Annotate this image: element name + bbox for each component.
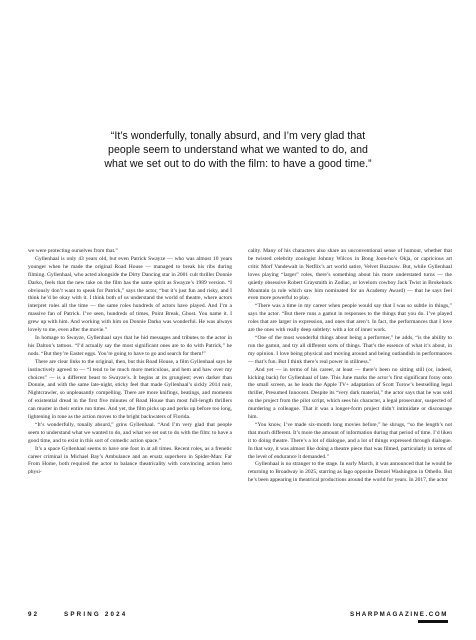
body-paragraph: In homage to Swayze, Gyllenhaal says that he hid messages and tributes to the actor in his Dalton’s tattoos. “I’d actually say the most significant ones are to do with Patrick,” he nods. “But they’re Easter eggs. You’re going to have to go and search for them!” <box>28 334 232 357</box>
body-paragraph: cality. Many of his characters also share an unconventional sense of humour, whether that be twisted celebrity zoologist Johnny Wilcox in Bong Joon-ho’s Okja, or capricious art critic Morf Vandewalt in Netflix’s art world satire, Velvet Buzzsaw. But, while Gyllenhaal loves playing “larger” roles, there’s something about his more understated turns — the quietly obsessive Robert Graysmith in Zodiac, or lovelorn cowboy Jack Twist in Brokeback Mountain (a role which saw him nominated for an Academy Award) — that he says feel even more powerful to play. <box>248 248 452 302</box>
body-paragraph: we were protecting ourselves from that.” <box>28 248 118 254</box>
pull-quote-line: what we set out to do with the film: to have a good time.” <box>104 158 372 170</box>
publisher-badge <box>418 620 448 623</box>
left-text-column <box>28 248 232 477</box>
page-number: 92 <box>28 611 40 618</box>
body-paragraph: Gyllenhaal is no stranger to the stage. In early March, it was announced that he would be returning to Broadway in 2025, starring as Iago opposite Denzel Washington in Othello. But he’s been appearing in theatrical productions around the world for years. In 2017, the actor <box>248 461 452 484</box>
body-paragraph: It’s a space Gyllenhaal seems to have one foot in at all times. Recent roles, as a frenetic career criminal in Michael Bay’s Ambulance and an ersatz superhero in Spider-Man: Far From Home, both required the actor to balance theatricality with convincing action hero physi- <box>28 445 232 476</box>
body-paragraph: “One of the most wonderful things about being a performer,” he adds, “is the ability to run the gamut, and try all different sorts of things. That’s the essence of what it’s about, in my opinion. I love being physical and moving around and being outlandish in performances — that’s fun. But I think there’s real power in stillness.” <box>248 334 452 365</box>
pull-quote-line: people seem to understand what we wanted to do, and <box>108 144 368 156</box>
body-paragraph: “It’s wonderfully, tonally absurd,” grins Gyllenhaal. “And I’m very glad that people seem to understand what we wanted to do, and what we set out to do with the film: to have a good time, and to exist in this sort of comedic action space.” <box>28 421 232 444</box>
body-paragraph: Gyllenhaal is only 43 years old, but even Patrick Swayze — who was almost 10 years younger when he made the original Road House — managed to break his ribs during filming. Gyllenhaal, who acted alongside the Dirty Dancing star in 2001 cult thriller Donnie Darko, feels that the new take on the film has the same spirit as Swayze’s 1989 version. “I obviously don’t want to speak for Patrick,” says the actor, “but it’s just fun and risky, and I think he’d be okay with it. I think both of us understand the world of theatre, where actors interpret roles all the time — the same roles hundreds of actors have played. And I’m a massive fan of Patrick. I’ve seen, hundreds of times, Point Break, Ghost. You name it. I grew up with him. And working with him on Donnie Darko was wonderful. He was always lovely to me, even after the movie.” <box>28 255 232 334</box>
body-paragraph: And yet — in terms of his career, at least — there’s been no sitting still (or, indeed, kicking back) for Gyllenhaal of late. This June marks the actor’s first significant foray onto the small screen, as he leads the Apple TV+ adaptation of Scott Turow’s bestselling legal thriller, Presumed Innocent. Despite its “very dark material,” the actor says that he was sold on the project from the pilot script, which sees his character, a legal prosecutor, suspected of murdering a colleague. That it was a longer-form project didn’t intimidate or discourage him. <box>248 366 452 421</box>
issue-label: SPRING 2024 <box>64 611 128 618</box>
website-label: SHARPMAGAZINE.COM <box>349 611 448 618</box>
pull-quote-line: “It’s wonderfully, tonally absurd, and I’m very glad that <box>110 130 366 142</box>
pull-quote <box>60 129 416 171</box>
right-text-column <box>248 248 452 485</box>
body-paragraph: There are clear links to the original, then, but this Road House, a film Gyllenhaal says he instinctively agreed to — “I tend to be much more meticulous, and hem and haw over my choices” — is a different beast to Swayze’s. It begins at its grungiest; even darker than Donnie, and with the same late-night, sticky feel that made Gyllenhaal’s sickly 2014 noir, Nightcrawler, so unpleasantly compelling. There are more knifings, beatings, and moments of existential dread in the first five minutes of Road House than most full-length thrillers can muster in their entire run times. And yet, the film picks up and perks up before too long, lightening in tone as the action moves to the bright backwaters of Florida. <box>28 358 232 421</box>
body-paragraph: “There was a time in my career when people would say that I was so subtle in things,” says the actor. “But there runs a gamut in responses to the things that you do. I’ve played roles that are larger in expression, and ones that aren’t. In fact, the performances that I love are the ones with really deep subtlety: with a lot of inner work. <box>248 303 452 334</box>
page-footer <box>28 611 448 621</box>
body-paragraph: “You know, I’ve made six-month long movies before,” he shrugs, “so the length’s not that much different. It’s more the amount of information during that period of time. I’d liken it to doing theatre. There’s a lot of dialogue, and a lot of things expressed through dialogue. In that way, it was almost like doing a theatre piece that was filmed, particularly in terms of the level of endurance it demanded.” <box>248 421 452 460</box>
